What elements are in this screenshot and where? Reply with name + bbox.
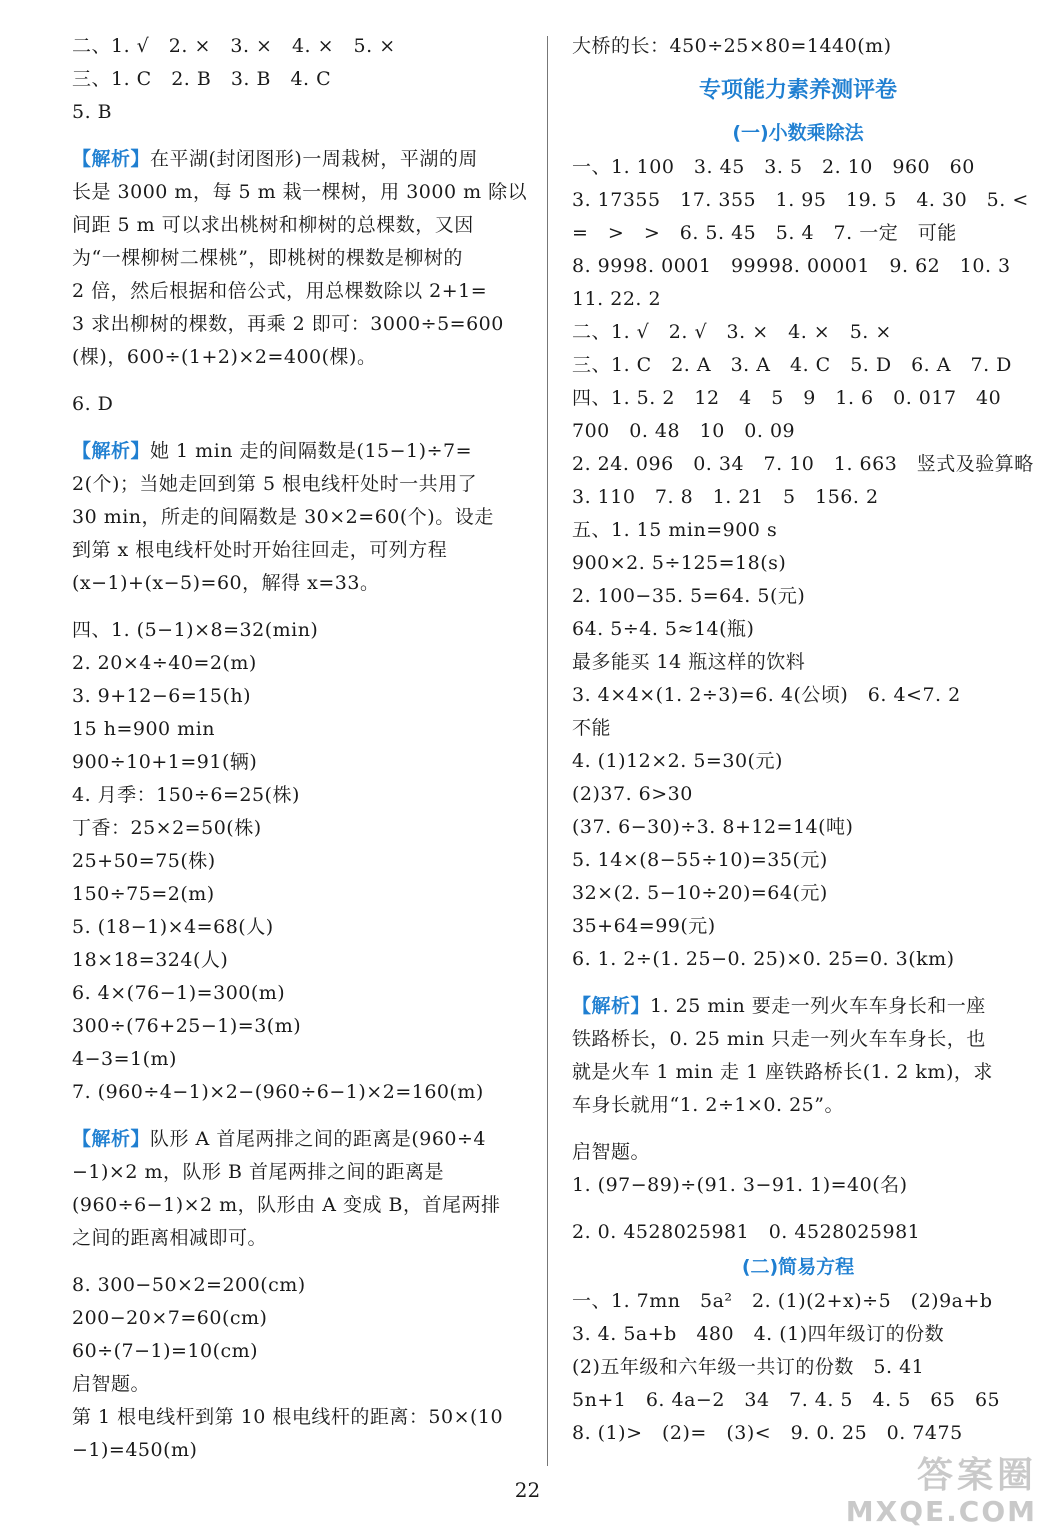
- answer-line: [72, 1156, 524, 1189]
- answer-text: 3. 17355 17. 355 1. 95 19. 5 4. 30 5. <: [572, 189, 1029, 211]
- answer-text: 3. 110 7. 8 1. 21 5 156. 2: [572, 486, 879, 508]
- answer-line: [72, 1076, 524, 1109]
- answer-line: [572, 910, 1024, 943]
- answer-text: 1. 25 min 要走一列火车车身长和一座: [650, 995, 986, 1017]
- answer-line: [72, 1302, 524, 1335]
- answer-text: 她 1 min 走的间隔数是(15−1)÷7=: [150, 440, 472, 462]
- answer-line: [72, 30, 524, 63]
- answer-text: 第 1 根电线杆到第 10 根电线杆的距离：50×(10: [72, 1406, 504, 1428]
- answer-line: [72, 209, 524, 242]
- answer-text: 64. 5÷4. 5≈14(瓶): [572, 618, 755, 640]
- answer-text: 大桥的长：450÷25×80=1440(m): [572, 35, 892, 57]
- answer-line: [572, 990, 1024, 1023]
- watermark-text: 答案圈: [916, 1455, 1037, 1496]
- answer-line: [72, 63, 524, 96]
- answer-line: [72, 1123, 524, 1156]
- page-number: 22: [514, 1478, 541, 1502]
- answer-line: [72, 501, 524, 534]
- answer-text: 为“一棵柳树二棵桃”，即桃树的棵数是柳树的: [72, 247, 463, 269]
- answer-line: [572, 646, 1024, 679]
- answer-text: 在平湖(封闭图形)一周栽树，平湖的周: [150, 148, 478, 170]
- answer-line: [72, 534, 524, 567]
- answer-text: 启智题。: [72, 1373, 151, 1395]
- answer-text: 18×18=324(人): [72, 949, 229, 971]
- answer-line: [72, 878, 524, 911]
- answer-line: [72, 614, 524, 647]
- section-subtitle: (二)简易方程: [741, 1256, 855, 1278]
- answer-line: [572, 613, 1024, 646]
- answer-text: 二、1. √ 2. √ 3. × 4. × 5. ×: [572, 321, 892, 343]
- answer-text: −1)=450(m): [72, 1439, 198, 1461]
- answer-line: [572, 217, 1024, 250]
- answer-text: 700 0. 48 10 0. 09: [572, 420, 796, 442]
- answer-text: 7. (960÷4−1)×2−(960÷6−1)×2=160(m): [72, 1081, 484, 1103]
- answer-line: [72, 911, 524, 944]
- answer-line: [72, 143, 524, 176]
- answer-text: 间距 5 m 可以求出桃树和柳树的总棵数，又因: [72, 214, 474, 236]
- answer-text: 11. 22. 2: [572, 288, 662, 310]
- answer-line: [72, 388, 524, 421]
- answer-text: 3. 9+12−6=15(h): [72, 685, 252, 707]
- spacer: [72, 374, 524, 388]
- answer-text: 启智题。: [572, 1141, 651, 1163]
- answer-line: [72, 1368, 524, 1401]
- answer-line: [572, 316, 1024, 349]
- answer-text: 到第 x 根电线杆处时开始往回走，可列方程: [72, 539, 448, 561]
- watermark: [846, 1456, 1037, 1528]
- answer-text: 3. 4×4×(1. 2÷3)=6. 4(公顷) 6. 4<7. 2: [572, 684, 961, 706]
- answer-line: [572, 811, 1024, 844]
- answer-line: [572, 349, 1024, 382]
- answer-line: [572, 679, 1024, 712]
- answer-text: (x−1)+(x−5)=60，解得 x=33。: [72, 572, 380, 594]
- answer-line: [572, 1351, 1024, 1384]
- analysis-label: 【解析】: [72, 440, 151, 462]
- answer-text: 铁路桥长，0. 25 min 只走一列火车车身长，也: [572, 1028, 986, 1050]
- answer-line: [72, 1434, 524, 1467]
- answer-text: 35+64=99(元): [572, 915, 716, 937]
- answer-line: [572, 877, 1024, 910]
- answer-line: [572, 448, 1034, 481]
- spacer: [72, 421, 524, 435]
- answer-text: (2)37. 6>30: [572, 783, 693, 805]
- answer-line: [72, 680, 524, 713]
- answer-line: [72, 341, 524, 374]
- answer-text: 5. B: [72, 101, 113, 123]
- answer-text: 25+50=75(株): [72, 850, 216, 872]
- answer-line: [572, 283, 1024, 316]
- answer-line: [572, 514, 1024, 547]
- answer-text: 30 min，所走的间隔数是 30×2=60(个)。设走: [72, 506, 494, 528]
- answer-line: [572, 1417, 1024, 1450]
- answer-line: [72, 977, 524, 1010]
- answer-text: 一、1. 100 3. 45 3. 5 2. 10 960 60: [572, 156, 975, 178]
- answer-text: 队形 A 首尾两排之间的距离是(960÷4: [150, 1128, 487, 1150]
- answer-line: [572, 382, 1024, 415]
- answer-text: (37. 6−30)÷3. 8+12=14(吨): [572, 816, 854, 838]
- answer-text: (960÷6−1)×2 m，队形由 A 变成 B，首尾两排: [72, 1194, 501, 1216]
- answer-text: 丁香：25×2=50(株): [72, 817, 262, 839]
- answer-text: 15 h=900 min: [72, 718, 216, 740]
- answer-text: 32×(2. 5−10÷20)=64(元): [572, 882, 828, 904]
- answer-text: 6. 4×(76−1)=300(m): [72, 982, 286, 1004]
- answer-line: [72, 308, 524, 341]
- spacer: [72, 129, 524, 143]
- answer-line: [572, 943, 1024, 976]
- answer-line: [572, 580, 1024, 613]
- answer-text: 4. 月季：150÷6=25(株): [72, 784, 300, 806]
- answer-line: [572, 712, 1024, 745]
- answer-text: −1)×2 m，队形 B 首尾两排之间的距离是: [72, 1161, 445, 1183]
- answer-text: 一、1. 7mn 5a² 2. (1)(2+x)÷5 (2)9a+b: [572, 1290, 993, 1312]
- answer-line: [572, 1056, 1024, 1089]
- answer-line: [572, 547, 1024, 580]
- analysis-label: 【解析】: [72, 1128, 151, 1150]
- answer-text: 900×2. 5÷125=18(s): [572, 552, 787, 574]
- section-subtitle: (一)小数乘除法: [732, 122, 864, 144]
- spacer: [572, 1202, 1024, 1216]
- answer-line: [72, 713, 524, 746]
- answer-line: [72, 647, 524, 680]
- answer-text: 3 求出柳树的棵数，再乘 2 即可：3000÷5=600: [72, 313, 504, 335]
- spacer: [72, 1255, 524, 1269]
- answer-text: 之间的距离相减即可。: [72, 1227, 268, 1249]
- answer-line: [572, 1023, 1024, 1056]
- answer-text: 200−20×7=60(cm): [72, 1307, 268, 1329]
- watermark-url: MXQE.COM: [845, 1495, 1037, 1528]
- answer-line: [572, 1169, 1024, 1202]
- answer-text: 4−3=1(m): [72, 1048, 177, 1070]
- answer-line: [572, 250, 1024, 283]
- answer-text: 二、1. √ 2. × 3. × 4. × 5. ×: [72, 35, 396, 57]
- answer-line: [572, 415, 1024, 448]
- answer-line: [72, 1010, 524, 1043]
- answer-line: [72, 96, 524, 129]
- answer-line: [572, 1285, 1024, 1318]
- answer-line: [572, 1384, 1024, 1417]
- answer-line: [72, 435, 524, 468]
- answer-text: 300÷(76+25−1)=3(m): [72, 1015, 302, 1037]
- answer-line: [72, 1043, 524, 1076]
- analysis-label: 【解析】: [72, 148, 151, 170]
- section-title: 专项能力素养测评卷: [698, 78, 897, 103]
- answer-text: 长是 3000 m，每 5 m 栽一棵树，用 3000 m 除以: [72, 181, 528, 203]
- answer-text: 三、1. C 2. B 3. B 4. C: [72, 68, 332, 90]
- answer-line: [72, 468, 524, 501]
- answer-text: 2. 24. 096 0. 34 7. 10 1. 663 竖式及验算略: [572, 453, 1034, 475]
- answer-text: 900÷10+1=91(辆): [72, 751, 258, 773]
- answer-line: [72, 242, 524, 275]
- answer-line: [72, 1401, 524, 1434]
- answer-line: [572, 1318, 1024, 1351]
- answer-text: = > > 6. 5. 45 5. 4 7. 一定 可能: [572, 222, 957, 244]
- column-divider: [547, 36, 548, 1466]
- answer-text: 6. D: [72, 393, 114, 415]
- answer-text: 2. 0. 4528025981 0. 4528025981: [572, 1221, 921, 1243]
- answer-text: 8. 9998. 0001 99998. 00001 9. 62 10. 3: [572, 255, 1011, 277]
- left-column: [72, 30, 528, 1467]
- answer-line: [72, 1335, 524, 1368]
- answer-text: 5. 14×(8−55÷10)=35(元): [572, 849, 828, 871]
- answer-text: 1. (97−89)÷(91. 3−91. 1)=40(名): [572, 1174, 908, 1196]
- answer-text: 60÷(7−1)=10(cm): [72, 1340, 259, 1362]
- answer-line: [572, 30, 1024, 63]
- right-column: [572, 30, 1034, 1450]
- answer-line: [572, 844, 1024, 877]
- answer-text: 2 倍，然后根据和倍公式，用总棵数除以 2+1=: [72, 280, 488, 302]
- answer-line: [72, 1222, 524, 1255]
- spacer: [572, 976, 1024, 990]
- answer-line: [72, 567, 524, 600]
- answer-text: 2. 100−35. 5=64. 5(元): [572, 585, 806, 607]
- answer-line: [72, 779, 524, 812]
- answer-line: [72, 1269, 524, 1302]
- answer-line: [72, 812, 524, 845]
- answer-text: 6. 1. 2÷(1. 25−0. 25)×0. 25=0. 3(km): [572, 948, 955, 970]
- answer-text: 3. 4. 5a+b 480 4. (1)四年级订的份数: [572, 1323, 945, 1345]
- answer-text: (2)五年级和六年级一共订的份数 5. 41: [572, 1356, 925, 1378]
- answer-line: [572, 1216, 1024, 1249]
- answer-line: [572, 1089, 1024, 1122]
- answer-text: 三、1. C 2. A 3. A 4. C 5. D 6. A 7. D: [572, 354, 1012, 376]
- answer-text: 5. (18−1)×4=68(人): [72, 916, 274, 938]
- answer-line: [572, 481, 1024, 514]
- answer-text: 150÷75=2(m): [72, 883, 215, 905]
- answer-text: (棵)，600÷(1+2)×2=400(棵)。: [72, 346, 377, 368]
- analysis-label: 【解析】: [572, 995, 651, 1017]
- answer-text: 2. 20×4÷40=2(m): [72, 652, 257, 674]
- spacer: [72, 600, 524, 614]
- answer-line: [72, 1189, 524, 1222]
- answer-line: [572, 184, 1029, 217]
- answer-text: 不能: [572, 717, 612, 739]
- answer-text: 8. 300−50×2=200(cm): [72, 1274, 306, 1296]
- answer-line: [72, 845, 524, 878]
- answer-line: [572, 151, 1024, 184]
- answer-text: 车身长就用“1. 2÷1×0. 25”。: [572, 1094, 844, 1116]
- answer-line: [572, 745, 1024, 778]
- answer-line: [72, 746, 524, 779]
- answer-text: 2(个)；当她走回到第 5 根电线杆处时一共用了: [72, 473, 478, 495]
- spacer: [572, 1122, 1024, 1136]
- answer-line: [72, 275, 524, 308]
- answer-text: 8. (1)> (2)= (3)< 9. 0. 25 0. 7475: [572, 1422, 963, 1444]
- answer-line: [572, 1136, 1024, 1169]
- spacer: [72, 1109, 524, 1123]
- answer-line: [572, 778, 1024, 811]
- answer-text: 最多能买 14 瓶这样的饮料: [572, 651, 806, 673]
- answer-text: 5n+1 6. 4a−2 34 7. 4. 5 4. 5 65 65: [572, 1389, 1001, 1411]
- answer-text: 四、1. 5. 2 12 4 5 9 1. 6 0. 017 40: [572, 387, 1002, 409]
- answer-text: 四、1. (5−1)×8=32(min): [72, 619, 319, 641]
- answer-text: 五、1. 15 min=900 s: [572, 519, 778, 541]
- answer-line: [72, 944, 524, 977]
- answer-text: 就是火车 1 min 走 1 座铁路桥长(1. 2 km)，求: [572, 1061, 993, 1083]
- answer-text: 4. (1)12×2. 5=30(元): [572, 750, 783, 772]
- answer-line: [72, 176, 528, 209]
